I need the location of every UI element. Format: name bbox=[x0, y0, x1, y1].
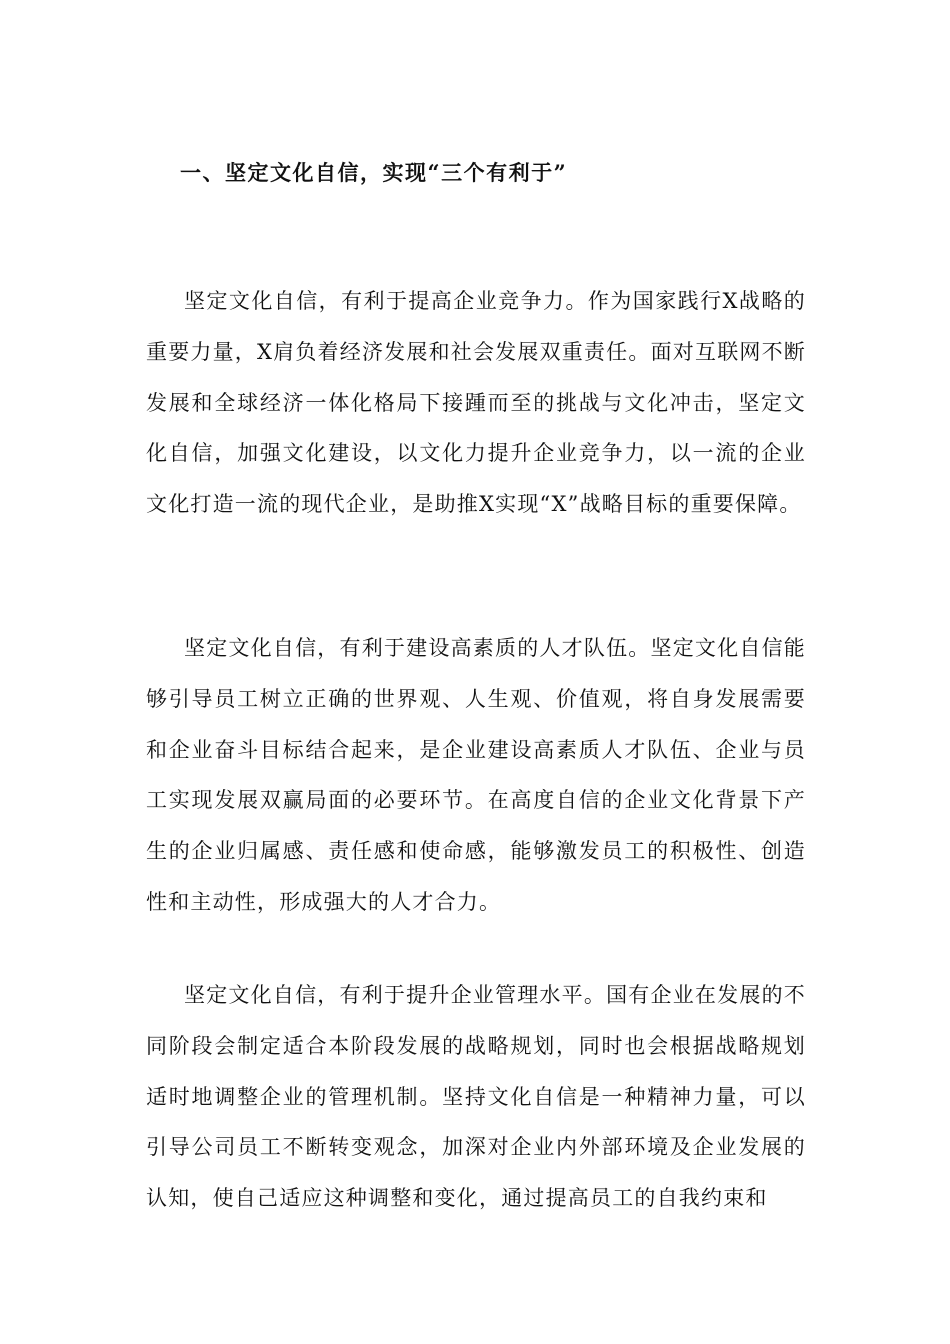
paragraph-management-level: 坚定文化自信，有利于提升企业管理水平。国有企业在发展的不同阶段会制定适合本阶段发展的战略规划，同时也会根据战略规划适时地调整企业的管理机制。坚持文化自信是一种精神力量，可以引导公司员工不断转变观念，加深对企业内外部环境及企业发展的认知，使自己适应这种调整和变化，通过提高员工的自我约束和 bbox=[146, 983, 806, 1211]
paragraph-competitiveness: 坚定文化自信，有利于提高企业竞争力。作为国家践行X战略的重要力量，X肩负着经济发展和社会发展双重责任。面对互联网不断发展和全球经济一体化格局下接踵而至的挑战与文化冲击，坚定文化自信，加强文化建设，以文化力提升企业竞争力，以一流的企业文化打造一流的现代企业，是助推X实现“X”战略目标的重要保障。 bbox=[146, 289, 806, 517]
paragraph-talent-team: 坚定文化自信，有利于建设高素质的人才队伍。坚定文化自信能够引导员工树立正确的世界观、人生观、价值观，将自身发展需要和企业奋斗目标结合起来，是企业建设高素质人才队伍、企业与员工实现发展双赢局面的必要环节。在高度自信的企业文化背景下产生的企业归属感、责任感和使命感，能够激发员工的积极性、创造性和主动性，形成强大的人才合力。 bbox=[146, 636, 806, 914]
section-heading: 一、坚定文化自信，实现“三个有利于” bbox=[180, 160, 568, 185]
